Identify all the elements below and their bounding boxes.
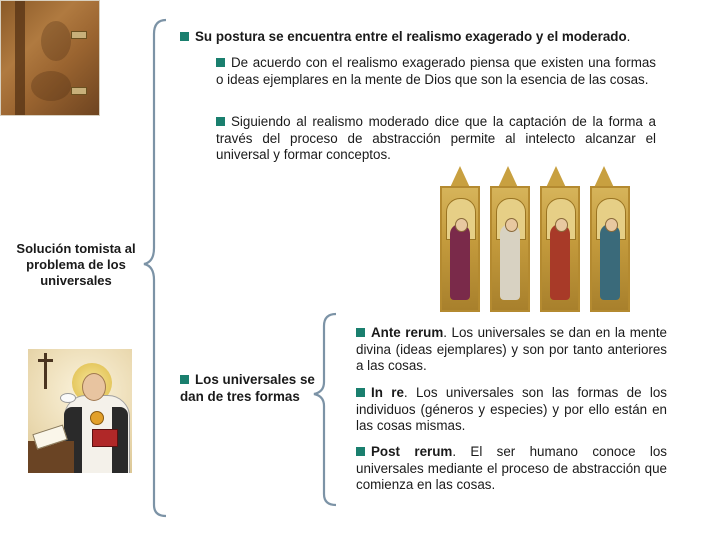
square-bullet-icon (356, 388, 365, 397)
square-bullet-icon (180, 32, 189, 41)
realism-moderate-item: Siguiendo al realismo moderado dice que la captación de la forma a través del proceso de abstracción permite al intelecto alcanzar el universal y formar conceptos. (216, 114, 656, 162)
form-in-re: In re. Los universales son las formas de los individuos (géneros y especies) y por ello están en las cosas mismas. (356, 385, 667, 433)
realism-exaggerated-item: De acuerdo con el realismo exagerado piensa que existen una formas o ideas ejemplares en la mente de Dios que son la esencia de las cosas. (216, 55, 656, 87)
saint-thomas-aquinas-image (28, 349, 132, 473)
form-post-rerum: Post rerum. El ser humano conoce los universales mediante el proceso de abstracción que comienza en las cosas. (356, 444, 667, 492)
main-brace (144, 20, 166, 516)
section2-heading: Los universales se dan de tres formas (180, 372, 315, 404)
form-ante-rerum: Ante rerum. Los universales se dan en la mente divina (ideas ejemplares) y son por tanto anteriores a las cosas. (356, 325, 667, 373)
square-bullet-icon (180, 375, 189, 384)
page-title: Solución tomista al problema de los universales (16, 241, 136, 288)
square-bullet-icon (356, 447, 365, 456)
secondary-brace (314, 314, 336, 505)
square-bullet-icon (216, 58, 225, 67)
gothic-triptych-image (440, 166, 636, 314)
square-bullet-icon (356, 328, 365, 337)
square-bullet-icon (216, 117, 225, 126)
section1-heading: Su postura se encuentra entre el realismo exagerado y el moderado. (180, 29, 700, 46)
